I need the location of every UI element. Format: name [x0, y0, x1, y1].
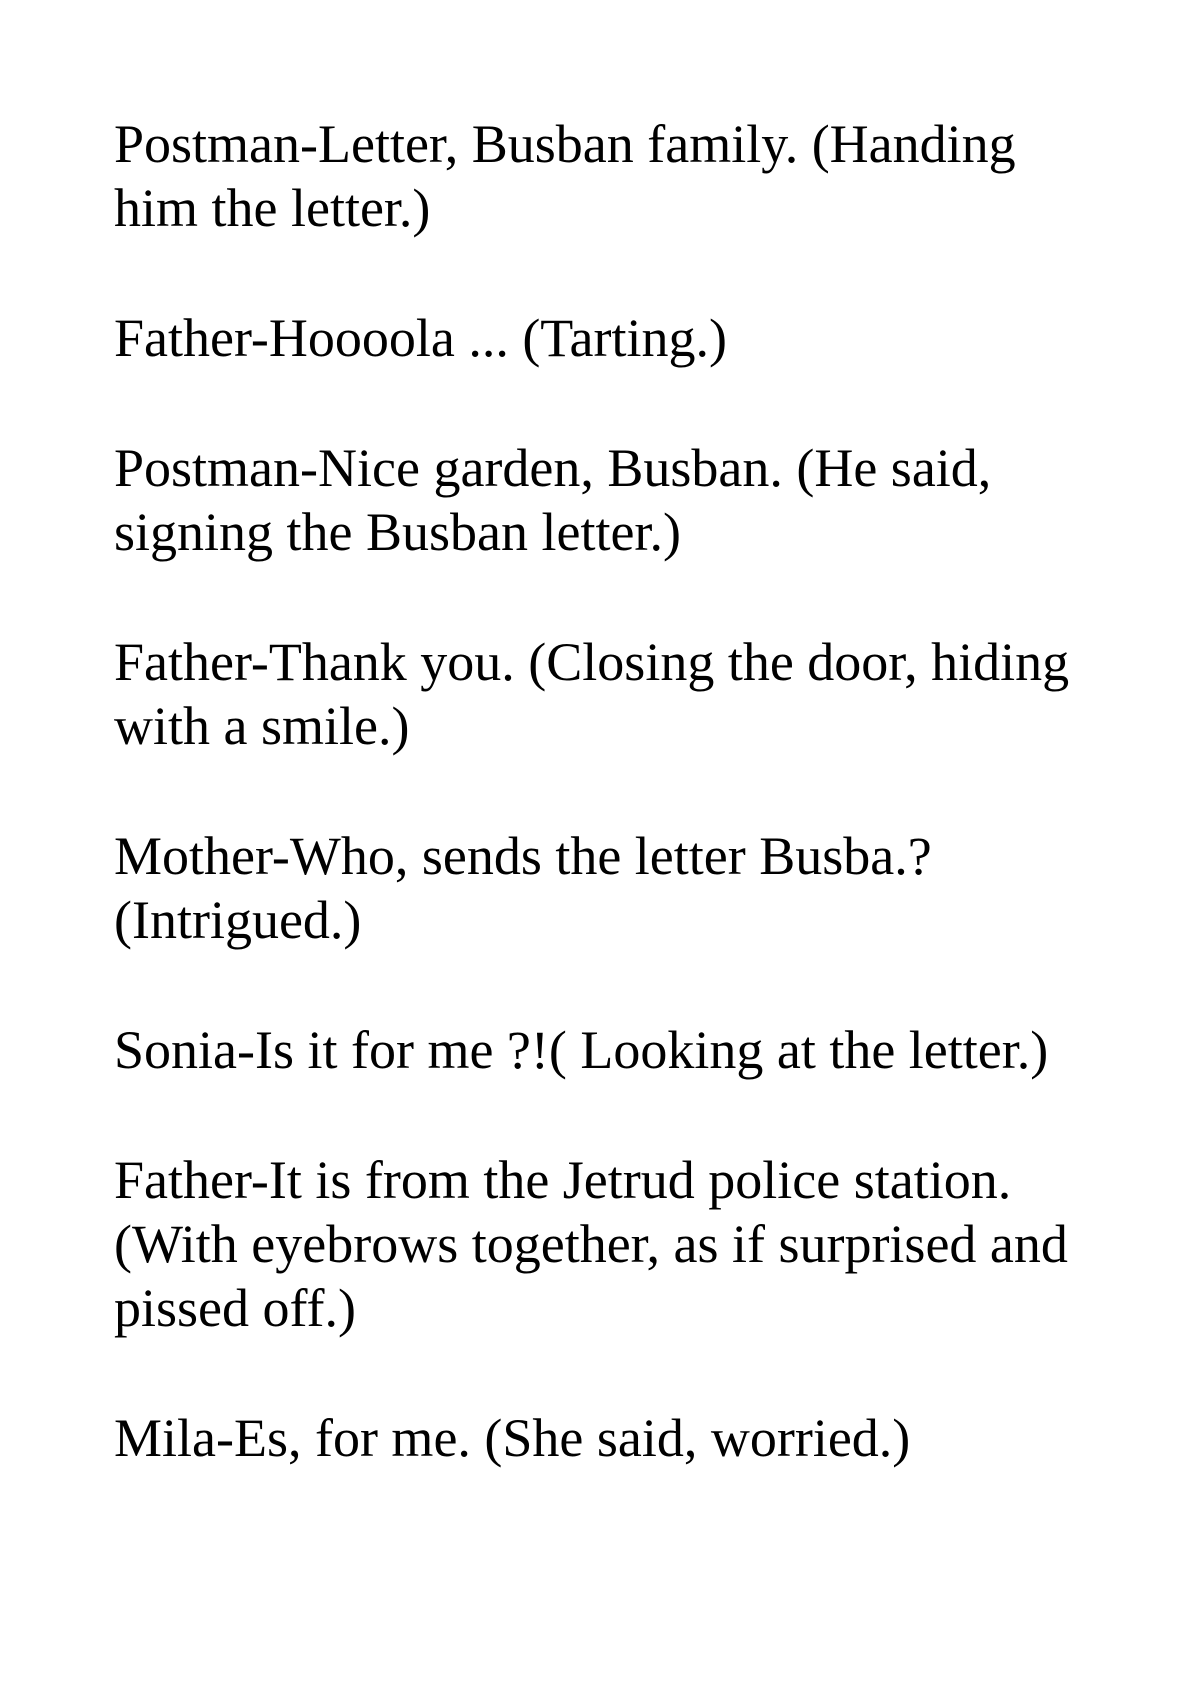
dialogue-line: Father-It is from the Jetrud police station. (With eyebrows together, as if surprised and pissed off.) — [114, 1150, 1068, 1338]
dialogue-line: Postman-Nice garden, Busban. (He said, signing the Busban letter.) — [114, 438, 992, 562]
dialogue-line: Father-Thank you. (Closing the door, hiding with a smile.) — [114, 632, 1070, 756]
dialogue-list — [114, 112, 1074, 1536]
dialogue-line: Sonia-Is it for me ?!( Looking at the letter.) — [114, 1020, 1049, 1080]
dialogue-line: Postman-Letter, Busban family. (Handing him the letter.) — [114, 114, 1016, 238]
dialogue-line: Mother-Who, sends the letter Busba.? (Intrigued.) — [114, 826, 932, 950]
dialogue-line: Mila-Es, for me. (She said, worried.) — [114, 1408, 911, 1468]
dialogue-line: Father-Hoooola ... (Tarting.) — [114, 308, 727, 368]
